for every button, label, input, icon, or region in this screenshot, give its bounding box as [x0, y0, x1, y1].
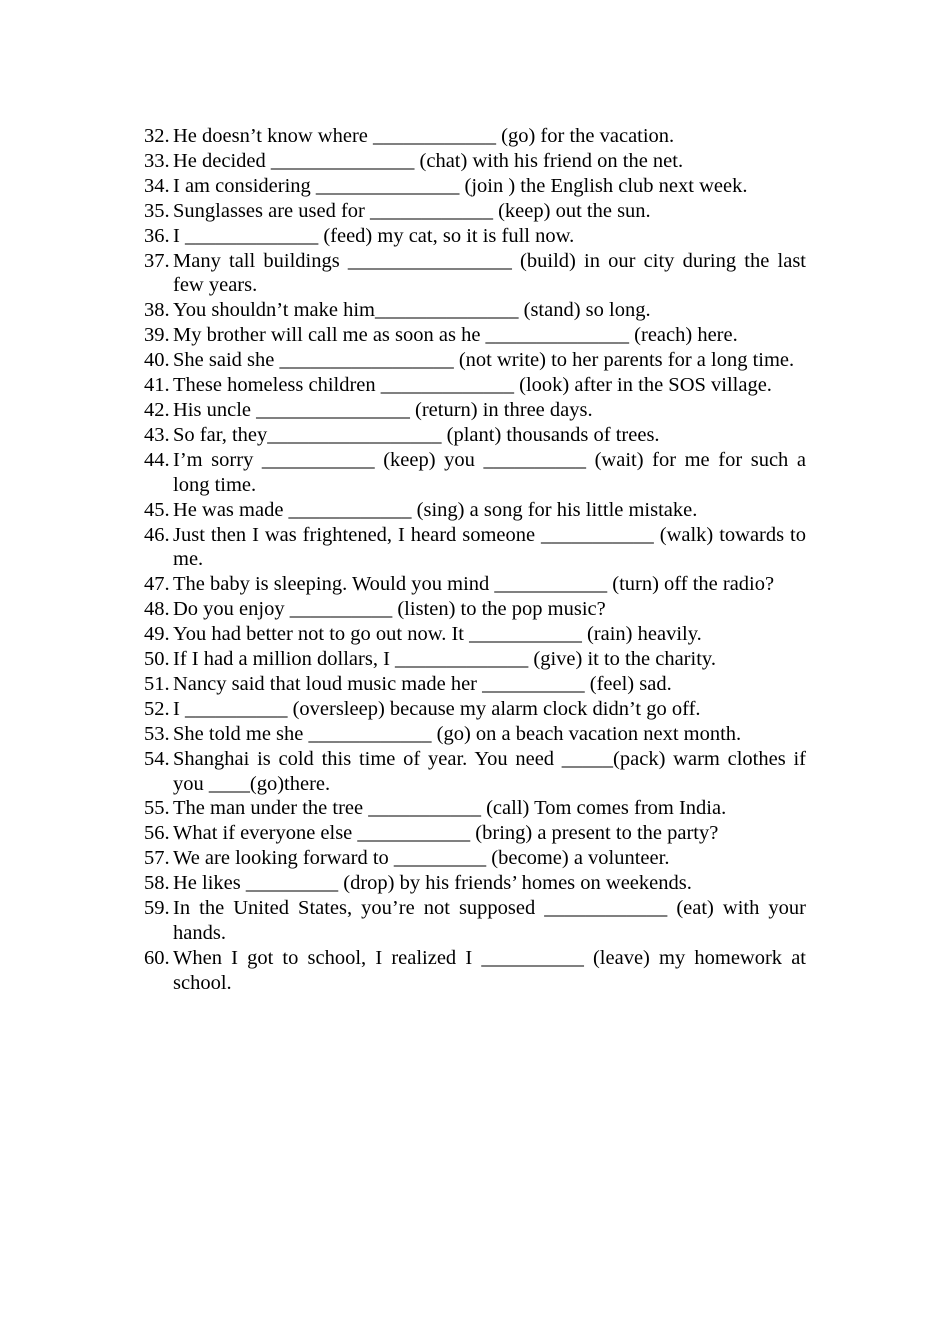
item-text: The man under the tree ___________ (call) Tom comes from India.: [173, 797, 727, 820]
item-text: He was made ____________ (sing) a song for his little mistake.: [173, 498, 698, 521]
exercise-item-56: [144, 821, 806, 846]
item-text: He doesn’t know where ____________ (go) for the vacation.: [173, 125, 675, 147]
item-number: 60.: [144, 946, 170, 969]
exercise-item-39: [144, 323, 806, 348]
item-number: 50.: [144, 648, 170, 671]
exercise-item-44: [144, 448, 806, 498]
item-text: When I got to school, I realized I __________ (leave) my homework at school.: [173, 946, 806, 994]
exercise-item-32: [144, 124, 806, 149]
item-text: She said she _________________ (not write) to her parents for a long time.: [173, 349, 795, 372]
exercise-item-46: [144, 523, 806, 573]
item-text: He likes _________ (drop) by his friends’ homes on weekends.: [173, 872, 692, 895]
item-number: 48.: [144, 598, 170, 621]
item-text: Many tall buildings ________________ (build) in our city during the last few years.: [173, 249, 806, 297]
exercise-item-41: [144, 373, 806, 398]
item-number: 45.: [144, 498, 170, 521]
exercise-item-48: [144, 597, 806, 622]
item-text: You shouldn’t make him______________ (stand) so long.: [173, 299, 651, 322]
item-number: 55.: [144, 797, 170, 820]
exercise-list: [144, 124, 806, 996]
item-text: I _____________ (feed) my cat, so it is full now.: [173, 224, 575, 247]
item-number: 42.: [144, 398, 170, 421]
item-number: 34.: [144, 174, 170, 197]
exercise-item-38: [144, 298, 806, 323]
item-text: I am considering ______________ (join ) the English club next week.: [173, 174, 748, 197]
exercise-item-59: [144, 896, 806, 946]
exercise-item-55: [144, 796, 806, 821]
item-number: 46.: [144, 523, 170, 546]
exercise-item-60: [144, 946, 806, 996]
item-text: I __________ (oversleep) because my alarm clock didn’t go off.: [173, 697, 701, 720]
item-number: 35.: [144, 199, 170, 222]
item-number: 49.: [144, 623, 170, 646]
item-text: If I had a million dollars, I _____________ (give) it to the charity.: [173, 648, 716, 671]
item-number: 53.: [144, 722, 170, 745]
item-number: 43.: [144, 423, 170, 446]
exercise-item-57: [144, 846, 806, 871]
item-text: Do you enjoy __________ (listen) to the pop music?: [173, 598, 606, 621]
item-text: He decided ______________ (chat) with his friend on the net.: [173, 149, 684, 172]
exercise-item-53: [144, 722, 806, 747]
item-number: 41.: [144, 374, 170, 397]
exercise-item-40: [144, 348, 806, 373]
exercise-item-49: [144, 622, 806, 647]
item-number: 37.: [144, 249, 170, 272]
exercise-item-47: [144, 572, 806, 597]
item-number: 56.: [144, 822, 170, 845]
item-text: The baby is sleeping. Would you mind ___________ (turn) off the radio?: [173, 573, 775, 596]
item-number: 33.: [144, 149, 170, 172]
item-text: We are looking forward to _________ (become) a volunteer.: [173, 847, 670, 870]
item-number: 32.: [144, 125, 170, 147]
exercise-item-35: [144, 199, 806, 224]
item-text: I’m sorry ___________ (keep) you __________ (wait) for me for such a long time.: [173, 448, 806, 496]
exercise-item-51: [144, 672, 806, 697]
item-text: What if everyone else ___________ (bring) a present to the party?: [173, 822, 719, 845]
exercise-item-33: [144, 149, 806, 174]
item-number: 57.: [144, 847, 170, 870]
exercise-item-42: [144, 398, 806, 423]
item-number: 38.: [144, 299, 170, 322]
exercise-item-36: [144, 224, 806, 249]
item-number: 39.: [144, 324, 170, 347]
item-number: 47.: [144, 573, 170, 596]
item-text: My brother will call me as soon as he ______________ (reach) here.: [173, 324, 738, 347]
item-text: Nancy said that loud music made her __________ (feel) sad.: [173, 672, 672, 695]
item-number: 44.: [144, 448, 170, 471]
exercise-item-34: [144, 174, 806, 199]
item-number: 58.: [144, 872, 170, 895]
exercise-item-54: [144, 747, 806, 797]
item-text: Just then I was frightened, I heard someone ___________ (walk) towards to me.: [173, 523, 806, 571]
exercise-item-50: [144, 647, 806, 672]
item-number: 59.: [144, 897, 170, 920]
exercise-item-43: [144, 423, 806, 448]
item-number: 51.: [144, 672, 170, 695]
item-number: 40.: [144, 349, 170, 372]
item-number: 54.: [144, 747, 170, 770]
exercise-item-37: [144, 249, 806, 299]
exercise-item-52: [144, 697, 806, 722]
item-text: You had better not to go out now. It ___________ (rain) heavily.: [173, 623, 702, 646]
exercise-item-58: [144, 871, 806, 896]
item-text: In the United States, you’re not supposed ____________ (eat) with your hands.: [173, 897, 806, 944]
item-number: 52.: [144, 697, 170, 720]
item-text: These homeless children _____________ (look) after in the SOS village.: [173, 374, 772, 397]
item-text: She told me she ____________ (go) on a beach vacation next month.: [173, 722, 742, 745]
exercise-item-45: [144, 498, 806, 523]
item-number: 36.: [144, 224, 170, 247]
item-text: So far, they_________________ (plant) thousands of trees.: [173, 423, 660, 446]
item-text: Sunglasses are used for ____________ (keep) out the sun.: [173, 199, 651, 222]
worksheet-page: [144, 124, 806, 996]
item-text: His uncle _______________ (return) in three days.: [173, 398, 593, 421]
item-text: Shanghai is cold this time of year. You need _____(pack) warm clothes if you ____(go)there.: [173, 747, 806, 795]
